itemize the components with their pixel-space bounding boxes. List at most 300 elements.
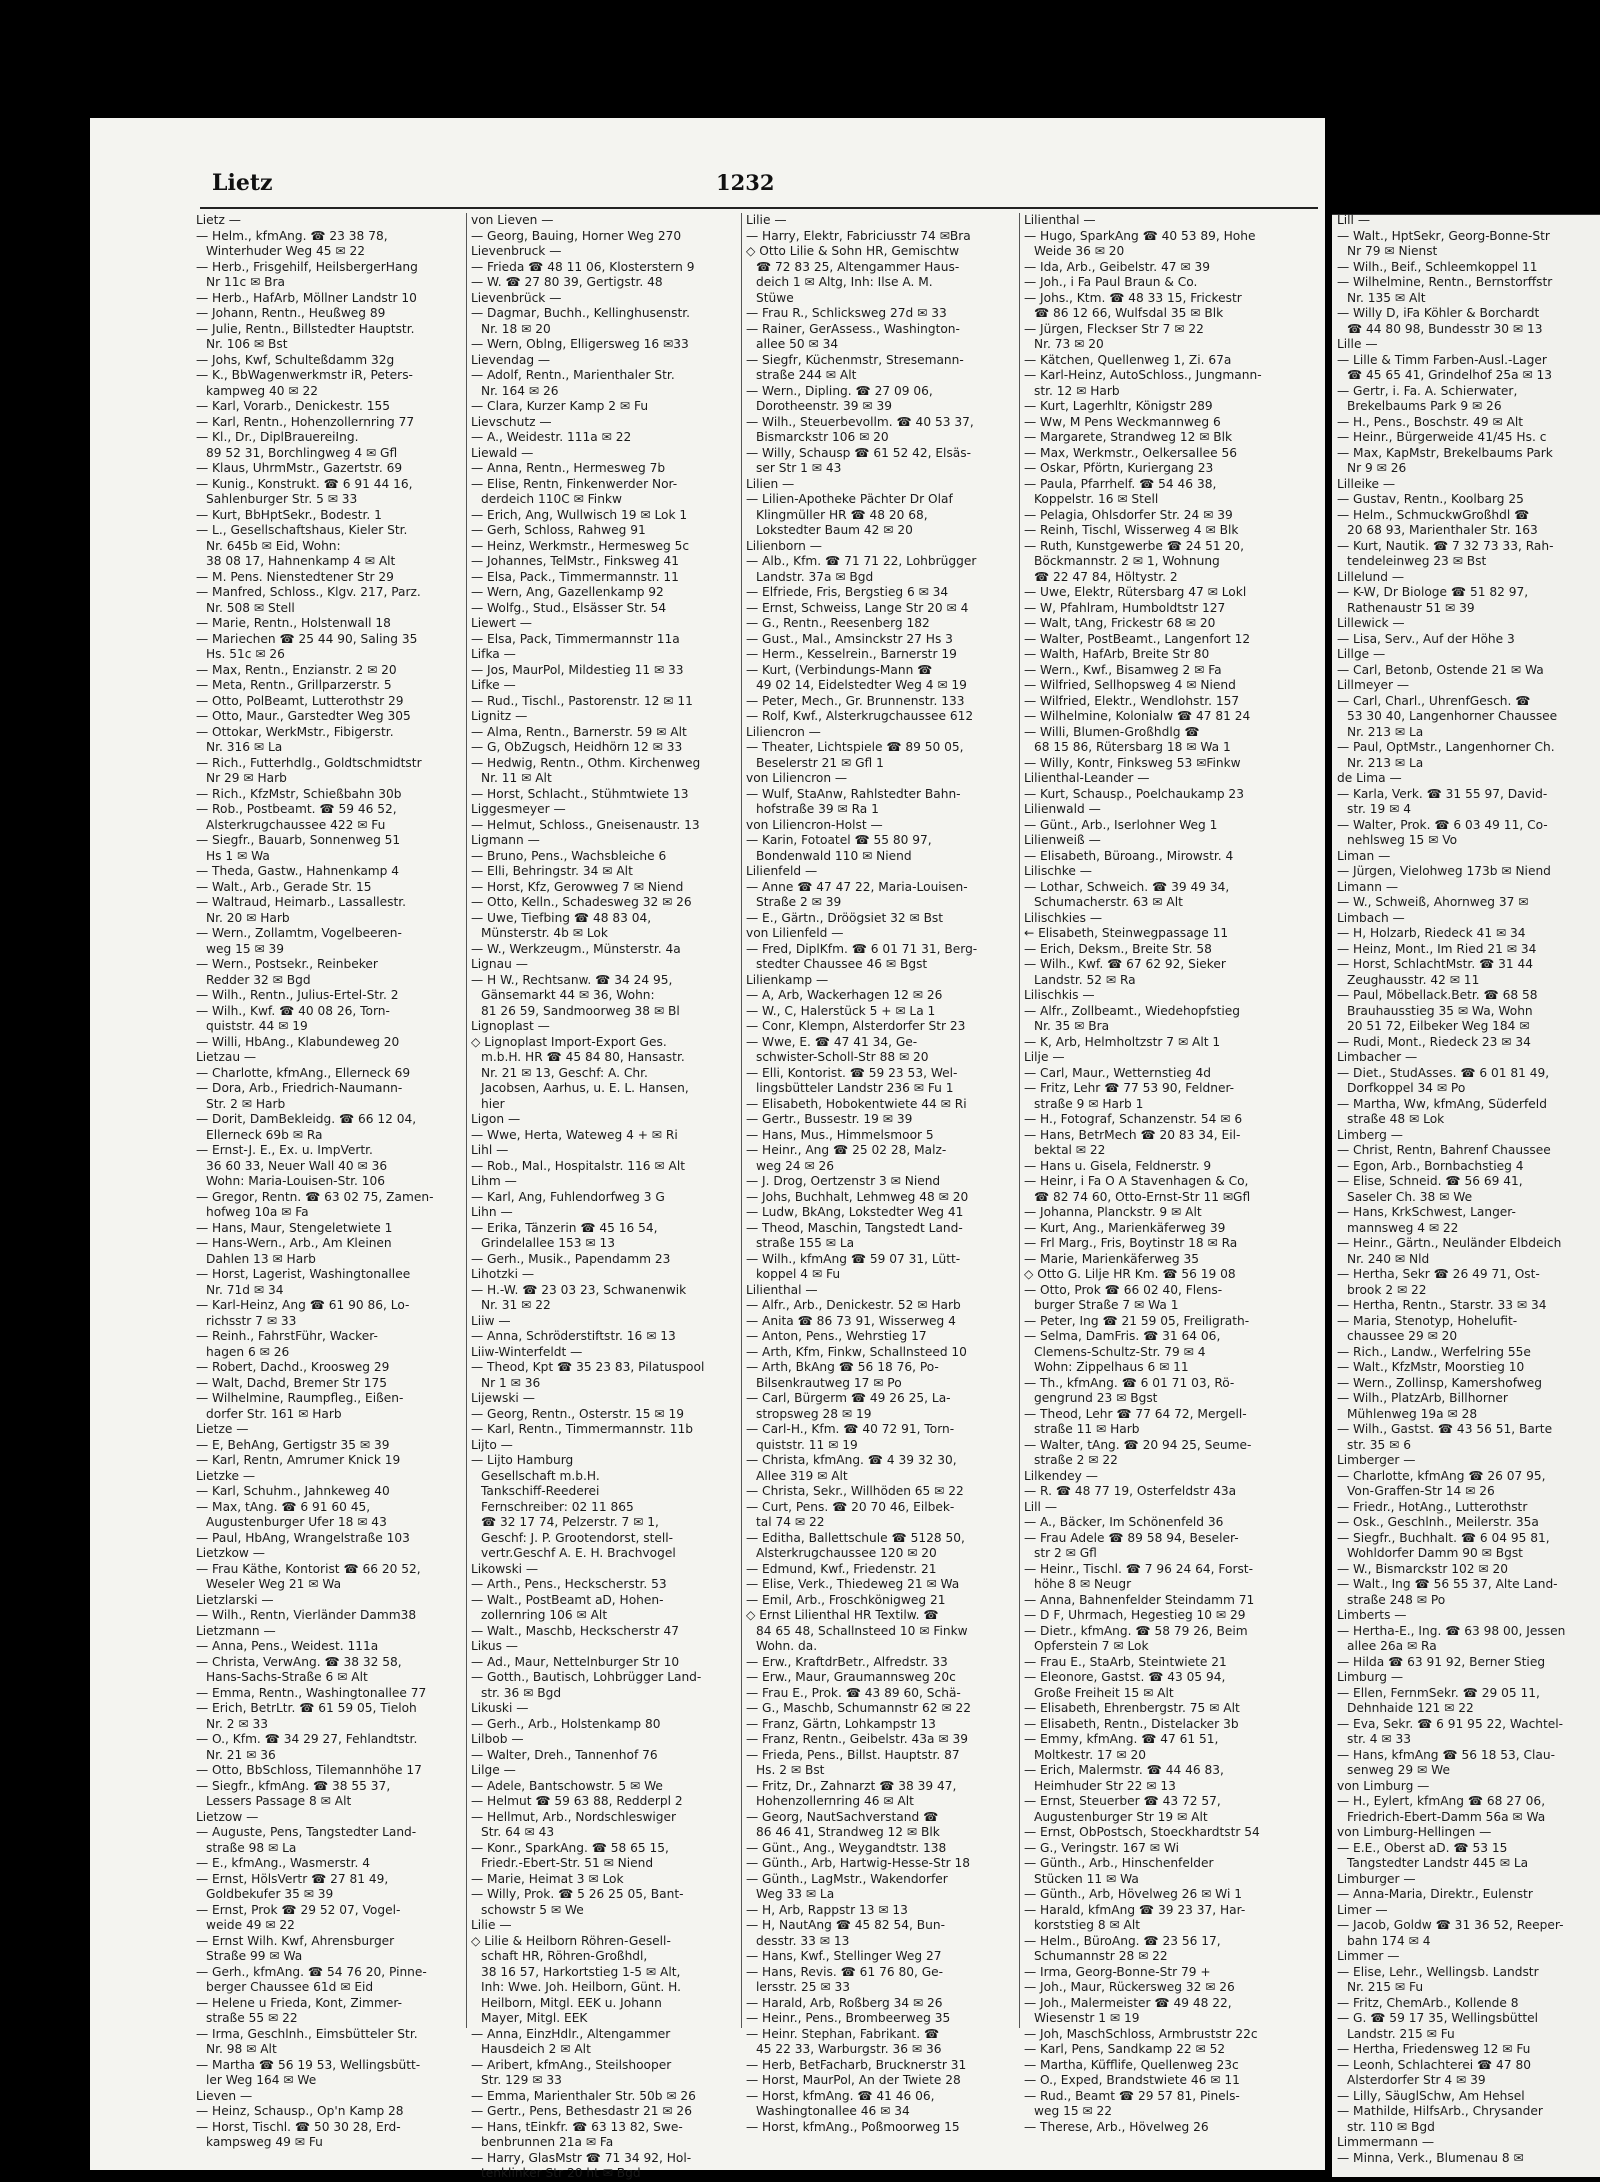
entry-continuation: Geschf: J. P. Grootendorst, stell- [481,1530,674,1545]
surname-heading: Limann — [1337,879,1399,894]
directory-entry: — E., Gärtn., Dröögsiet 32 ✉ Bst [746,910,944,925]
directory-entry: — Th., kfmAng. ☎ 6 01 71 03, Rö- [1024,1375,1235,1390]
directory-entry: — Lijto Hamburg [471,1453,574,1467]
directory-entry: — R. ☎ 48 77 19, Osterfeldstr 43a [1024,1484,1237,1498]
entry-continuation: Wohn: Maria-Louisen-Str. 106 [206,1174,385,1188]
directory-entry: — Elsa, Pack., Timmermannstr. 11 [471,569,679,584]
entry-continuation: tendeleinweg 23 ✉ Bst [1347,554,1487,568]
directory-entry: ← Elisabeth, Steinwegpassage 11 [1024,926,1229,940]
entry-continuation: Nr. 11 ✉ Alt [481,771,552,785]
directory-column-2 [471,213,743,2182]
directory-entry: — Walt., Ing ☎ 56 55 37, Alte Land- [1337,1577,1558,1591]
entry-continuation: Wiesenstr 1 ✉ 19 [1034,2011,1140,2025]
directory-entry: — Karla, Verk. ☎ 31 55 97, David- [1337,786,1548,801]
directory-entry: — Siegfr., Bauarb, Sonnenweg 51 [196,833,401,847]
directory-entry: — Mathilde, HilfsArb., Chrysander [1337,2104,1543,2118]
surname-heading: Lihm — [471,1174,517,1188]
surname-heading: Limberts — [1337,1608,1407,1622]
directory-entry: — Max, Werkmstr., Oelkersallee 56 [1024,445,1237,460]
directory-entry: — Wwe, E. ☎ 47 41 34, Ge- [746,1034,918,1049]
surname-heading: Lill — [1024,1499,1058,1514]
directory-entry: — Wilh., Gastst. ☎ 43 56 51, Barte [1337,1422,1553,1436]
directory-entry: — Paula, Pfarrhelf. ☎ 54 46 38, [1024,476,1217,491]
directory-entry: — Emmy, kfmAng. ☎ 47 61 51, [1024,1732,1219,1746]
surname-heading: Likowski — [471,1561,539,1576]
directory-entry: — Lothar, Schweich. ☎ 39 49 34, [1024,879,1230,894]
directory-entry: — Walt., PostBeamt aD, Hohen- [471,1592,664,1607]
surname-heading: Lilie — [746,213,787,227]
surname-heading: Lietzau — [196,1050,257,1064]
surname-heading: Liman — [1337,848,1391,863]
surname-heading: Lilge — [471,1763,516,1777]
entry-continuation: Hs 1 ✉ Wa [206,848,270,863]
directory-entry: — Siegfr., Buchhalt. ☎ 6 04 95 81, [1337,1530,1550,1545]
entry-continuation: kampsweg 49 ✉ Fu [206,2135,323,2149]
entry-continuation: Lokstedter Baum 42 ✉ 20 [756,523,913,537]
surname-heading: Limbacher — [1337,1050,1418,1064]
directory-entry: — Maria, Stenotyp, Hohelufit- [1337,1313,1518,1328]
directory-entry: — Pelagia, Ohlsdorfer Str. 24 ✉ 39 [1024,507,1233,522]
entry-continuation: korststieg 8 ✉ Alt [1034,1918,1141,1932]
entry-continuation: straße 248 ✉ Po [1347,1592,1446,1607]
directory-entry: — Anna, Pens., Weidest. 111a [196,1639,379,1653]
entry-continuation: Gänsemarkt 44 ✉ 36, Wohn: [481,988,655,1002]
directory-entry: — Willi, HbAng., Klabundeweg 20 [196,1034,400,1049]
directory-entry: — Walter, Dreh., Tannenhof 76 [471,1747,658,1762]
entry-continuation: Zeughausstr. 42 ✉ 11 [1347,972,1480,987]
directory-entry: — Theod, Kpt ☎ 35 23 83, Pilatuspool [471,1360,705,1374]
directory-entry: — H, Holzarb, Riedeck 41 ✉ 34 [1337,926,1526,940]
entry-continuation: schowstr 5 ✉ We [481,1902,584,1917]
directory-entry: — Wilh., Beif., Schleemkoppel 11 [1337,259,1538,274]
surname-heading: von Lilienfeld — [746,926,844,940]
entry-continuation: Nr. 215 ✉ Fu [1347,1980,1424,1994]
entry-continuation: tal 74 ✉ 22 [756,1515,825,1529]
entry-continuation: tenklinker Str 20 ht ✉ Bgd [481,2166,641,2180]
directory-entry: — Frieda ☎ 48 11 06, Klosterstern 9 [471,259,695,274]
directory-entry: — Herb., HafArb, Möllner Landstr 10 [196,290,417,305]
entry-continuation: ler Weg 164 ✉ We [206,2073,317,2087]
directory-entry: — Helmut ☎ 59 63 88, Redderpl 2 [471,1794,683,1808]
directory-entry: — Walt, Dachd, Bremer Str 175 [196,1375,387,1390]
directory-entry: — Franz, Rentn., Geibelstr. 43a ✉ 39 [746,1732,968,1746]
surname-heading: Lilien — [746,476,795,491]
entry-continuation: Wohldorfer Damm 90 ✉ Bgst [1347,1546,1523,1560]
surname-heading: Limer — [1337,1902,1388,1917]
surname-heading: Lillelund — [1337,569,1405,584]
directory-entry: — Elsa, Pack, Timmermannstr 11a [471,631,680,646]
directory-entry: — Wern., Postsekr., Reinbeker [196,957,378,971]
directory-entry: — Hilda ☎ 63 91 92, Berner Stieg [1337,1654,1546,1669]
directory-entry: — Gotth., Bautisch, Lohbrügger Land- [471,1670,702,1684]
directory-entry: — Erw., KraftdrBetr., Alfredstr. 33 [746,1654,948,1669]
directory-entry: — W., Schweiß, Ahornweg 37 ✉ [1337,895,1529,909]
directory-entry: — Heinr. Stephan, Fabrikant. ☎ [746,2026,940,2041]
entry-continuation: Redder 32 ✉ Bgd [206,972,311,987]
entry-continuation: ser Str 1 ✉ 43 [756,461,842,475]
entry-continuation: ☎ 72 83 25, Altengammer Haus- [756,259,960,274]
entry-continuation: dorfer Str. 161 ✉ Harb [206,1406,342,1421]
entry-continuation: Friedr.-Ebert-Str. 51 ✉ Niend [481,1856,654,1870]
directory-entry: — Günth., LagMstr., Wakendorfer [746,1871,948,1886]
directory-entry: — W, Pfahlram, Humboldtstr 127 [1024,600,1226,615]
surname-heading: von Limburg — [1337,1778,1430,1793]
directory-entry: — G, ObZugsch, Heidhörn 12 ✉ 33 [471,740,683,754]
entry-continuation: Tankschiff-Reederei [481,1484,600,1498]
directory-entry: — Kunig., Konstrukt. ☎ 6 91 44 16, [196,476,413,491]
entry-continuation: Böckmannstr. 2 ✉ 1, Wohnung [1034,554,1220,568]
directory-entry: — K-W, Dr Biologe ☎ 51 82 97, [1337,585,1529,599]
directory-entry: — Hugo, SparkAng ☎ 40 53 89, Hohe [1024,228,1256,243]
directory-entry: — Arth, BkAng ☎ 56 18 76, Po- [746,1360,939,1374]
directory-entry: — K., BbWagenwerkmstr iR, Peters- [196,368,413,382]
entry-continuation: 45 22 33, Warburgstr. 36 ✉ 36 [756,2042,942,2056]
directory-entry: — Günt., Ang., Weygandtstr. 138 [746,1840,947,1855]
directory-entry: — Rud., Beamt ☎ 29 57 81, Pinels- [1024,2088,1240,2103]
surname-heading: Limmermann — [1337,2135,1435,2149]
directory-entry: — Ludw, BkAng, Lokstedter Weg 41 [746,1205,964,1219]
entry-continuation: Allee 319 ✉ Alt [756,1468,848,1483]
entry-continuation: Jacobsen, Aarhus, u. E. L. Hansen, [481,1081,689,1095]
directory-entry: — Frau R., Schlicksweg 27d ✉ 33 [746,306,947,320]
directory-entry: — H, Arb, Rappstr 13 ✉ 13 [746,1902,908,1917]
directory-entry: — H W., Rechtsanw. ☎ 34 24 95, [471,972,673,987]
directory-entry: — Christ, Rentn, Bahrenf Chaussee [1337,1143,1551,1157]
directory-entry: — Rich., KfzMstr, Schießbahn 30b [196,786,402,801]
directory-entry: — Heinr., Tischl. ☎ 7 96 24 64, Forst- [1024,1561,1253,1576]
entry-continuation: senweg 29 ✉ We [1347,1763,1450,1777]
directory-entry: — Carl, Charl., UhrenfGesch. ☎ [1337,693,1531,708]
directory-entry: — Kurt, Ang., Marienkäferweg 39 [1024,1220,1226,1235]
directory-entry: — Rich., Futterhdlg., Goldtschmidtstr [196,755,422,770]
entry-continuation: allee 26a ✉ Ra [1347,1639,1437,1653]
directory-entry: — Alfr., Arb., Denickestr. 52 ✉ Harb [746,1298,961,1312]
entry-continuation: str. 12 ✉ Harb [1034,383,1120,398]
directory-entry: — Helmut, Schloss., Gneisenaustr. 13 [471,817,700,832]
directory-entry: — Fritz, Lehr ☎ 77 53 90, Feldner- [1024,1081,1235,1095]
directory-entry: ◇ Ernst Lilienthal HR Textilw. ☎ [746,1608,939,1622]
directory-entry: — O., Kfm. ☎ 34 29 27, Fehlandtstr. [196,1732,418,1746]
surname-heading: Lillge — [1337,647,1386,661]
directory-entry: — Osk., Geschlnh., Meilerstr. 35a [1337,1515,1539,1529]
entry-continuation: Straße 2 ✉ 39 [756,895,842,909]
entry-continuation: Weg 33 ✉ La [756,1887,835,1901]
entry-continuation: vertr.Geschf A. E. H. Brachvogel [481,1546,676,1560]
entry-continuation: 49 02 14, Eidelstedter Weg 4 ✉ 19 [756,678,967,692]
surname-heading: Lignoplast — [471,1019,550,1033]
directory-entry: — Marie, Heimat 3 ✉ Lok [471,1871,624,1886]
directory-entry: — Erich, BetrLtr. ☎ 61 59 05, Tieloh [196,1701,417,1715]
directory-entry: — Gertr, i. Fa. A. Schierwater, [1337,383,1518,398]
surname-heading: Limberger — [1337,1453,1416,1467]
directory-entry: — Oskar, Pförtn, Kuriergang 23 [1024,461,1214,475]
directory-entry: — Emma, Marienthaler Str. 50b ✉ 26 [471,2088,696,2103]
directory-entry: — Ellen, FernmSekr. ☎ 29 05 11, [1337,1685,1540,1700]
directory-entry: — W. ☎ 27 80 39, Gertigstr. 48 [471,275,663,289]
directory-entry: — Frau Käthe, Kontorist ☎ 66 20 52, [196,1561,421,1576]
directory-entry: — Anna, Schröderstiftstr. 16 ✉ 13 [471,1329,676,1343]
directory-entry: — A., Bäcker, Im Schönenfeld 36 [1024,1515,1224,1529]
directory-entry: — J. Drog, Oertzenstr 3 ✉ Niend [746,1174,941,1188]
entry-continuation: Nr. 73 ✉ 20 [1034,337,1104,351]
directory-entry: — Frau E., StaArb, Steintwiete 21 [1024,1654,1227,1669]
directory-entry: — Franz, Gärtn, Lohkampstr 13 [746,1716,936,1731]
directory-entry: — Eva, Sekr. ☎ 6 91 95 22, Wachtel- [1337,1716,1564,1731]
entry-continuation: Münsterstr. 4b ✉ Lok [481,926,608,940]
surname-heading: von Liliencron-Holst — [746,817,883,832]
directory-entry: — Joh., i Fa Paul Braun & Co. [1024,275,1198,289]
entry-continuation: Heimhuder Str 22 ✉ 13 [1034,1778,1176,1793]
directory-entry: — Elli, Behringstr. 34 ✉ Alt [471,864,633,878]
directory-column-1 [196,213,468,2151]
entry-continuation: lersstr. 25 ✉ 33 [756,1980,850,1994]
directory-entry: — Theod, Maschin, Tangstedt Land- [746,1220,963,1235]
directory-entry: — Lille & Timm Farben-Ausl.-Lager [1337,352,1547,367]
directory-entry: — Wern., Zollamtm, Vogelbeeren- [196,926,402,940]
entry-continuation: Nr 11c ✉ Bra [206,275,286,289]
surname-heading: Lievenbrück — [471,290,562,305]
entry-continuation: quiststr. 44 ✉ 19 [206,1019,308,1033]
surname-heading: Lilleike — [1337,476,1396,491]
directory-entry: — Harry, GlasMstr ☎ 71 34 92, Hol- [471,2150,692,2165]
surname-heading: Lievschutz — [471,414,552,429]
entry-continuation: Sahlenburger Str. 5 ✉ 33 [206,492,358,506]
surname-heading: Lilienthal-Leander — [1024,771,1150,785]
entry-continuation: Lessers Passage 8 ✉ Alt [206,1794,352,1808]
directory-entry: — Willy, Prok. ☎ 5 26 25 05, Bant- [471,1887,684,1901]
entry-continuation: lingsbütteler Landstr 236 ✉ Fu 1 [756,1081,954,1095]
entry-continuation: straße 55 ✉ 22 [206,2011,298,2025]
directory-entry: — Clara, Kurzer Kamp 2 ✉ Fu [471,399,649,413]
next-page-column-1 [1337,213,1600,2166]
directory-entry: — Wern., Dipling. ☎ 27 09 06, [746,383,933,398]
directory-entry: — Margarete, Strandweg 12 ✉ Blk [1024,430,1233,444]
directory-entry: — Ernst, Prok ☎ 29 52 07, Vogel- [196,1902,401,1917]
directory-entry: — Kurt, Schausp., Poelchaukamp 23 [1024,786,1244,801]
entry-continuation: str. 110 ✉ Bgd [1347,2119,1435,2134]
directory-entry: — Minna, Verk., Blumenau 8 ✉ [1337,2150,1524,2165]
directory-entry: — Gustav, Rentn., Koolbarg 25 [1337,492,1524,506]
directory-entry: — Frau E., Prok. ☎ 43 89 60, Schä- [746,1685,961,1700]
directory-entry: — Gertr., Pens, Bethesdastr 21 ✉ 26 [471,2104,692,2118]
entry-continuation: Nr. 71d ✉ 34 [206,1282,284,1297]
directory-entry: — Wilh., Steuerbevollm. ☎ 40 53 37, [746,414,974,429]
directory-entry: — Erich, Malermstr. ☎ 44 46 83, [1024,1763,1224,1777]
directory-entry: — Günth., Arb, Hövelweg 26 ✉ Wi 1 [1024,1887,1242,1901]
entry-continuation: Dorfkoppel 34 ✉ Po [1347,1081,1466,1095]
directory-entry: — Walter, PostBeamt., Langenfort 12 [1024,631,1251,646]
entry-continuation: Moltkestr. 17 ✉ 20 [1034,1747,1147,1762]
entry-continuation: ☎ 22 47 84, Höltystr. 2 [1034,569,1178,584]
directory-entry: — Siegfr., kfmAng. ☎ 38 55 37, [196,1778,391,1793]
directory-entry: — Uwe, Elektr, Rütersbarg 47 ✉ Lokl [1024,585,1247,599]
directory-entry: — Anita ☎ 86 73 91, Wisserweg 4 [746,1313,956,1328]
entry-continuation: nehlsweg 15 ✉ Vo [1347,833,1458,847]
directory-entry: ◇ Otto Lilie & Sohn HR, Gemischtw [746,244,960,258]
directory-entry: — Willi, Blumen-Großhdlg ☎ [1024,724,1200,739]
directory-entry: — Anna-Maria, Direktr., Eulenstr [1337,1887,1533,1901]
directory-entry: — Johanna, Planckstr. 9 ✉ Alt [1024,1205,1202,1219]
surname-heading: Lilkendey — [1024,1468,1098,1483]
surname-heading: Lilienthal — [1024,213,1096,227]
directory-entry: — Hellmut, Arb., Nordschleswiger [471,1809,677,1824]
entry-continuation: weide 49 ✉ 22 [206,1918,295,1932]
directory-entry: — Ernst, Steuerber ☎ 43 72 57, [1024,1794,1221,1808]
surname-heading: Limberg — [1337,1127,1403,1142]
surname-heading: Lill — [1337,213,1371,227]
directory-entry: — Karl, Rentn., Timmermannstr. 11b [471,1422,694,1436]
directory-entry: — Dietr., kfmAng. ☎ 58 79 26, Beim [1024,1623,1248,1638]
directory-entry: — Heinr, i Fa O A Stavenhagen & Co, [1024,1174,1249,1188]
surname-heading: Lilischkis — [1024,988,1095,1002]
surname-heading: Lijewski — [471,1391,535,1405]
directory-entry: — Auguste, Pens, Tangstedter Land- [196,1825,417,1839]
entry-continuation: mannsweg 4 ✉ 22 [1347,1220,1459,1235]
entry-continuation: burger Straße 7 ✉ Wa 1 [1034,1298,1179,1312]
entry-continuation: 89 52 31, Borchlingweg 4 ✉ Gfl [206,445,398,460]
directory-entry: — Heinz, Schausp., Op'n Kamp 28 [196,2104,404,2118]
directory-entry: — Lilien-Apotheke Pächter Dr Olaf [746,492,953,506]
directory-entry: — Karl, Schuhm., Jahnkeweg 40 [196,1484,390,1498]
directory-entry: — Gerh, Schloss, Rahweg 91 [471,523,646,537]
directory-entry: — Gerh., kfmAng. ☎ 54 76 20, Pinne- [196,1964,427,1979]
directory-entry: — Horst, kfmAng., Poßmoorweg 15 [746,2119,960,2134]
column-divider [741,213,742,2028]
entry-continuation: koppel 4 ✉ Fu [756,1267,841,1281]
directory-entry: — Erich, Deksm., Breite Str. 58 [1024,941,1212,956]
directory-entry: — Gerh., Musik., Papendamm 23 [471,1251,671,1266]
directory-entry: — Ernst, HölsVertr ☎ 27 81 49, [196,1871,389,1886]
directory-entry: — Dorit, DamBekleidg. ☎ 66 12 04, [196,1112,417,1126]
surname-heading: Lilienweiß — [1024,833,1101,847]
entry-continuation: Brauhausstieg 35 ✉ Wa, Wohn [1347,1003,1533,1018]
directory-entry: — Lisa, Serv., Auf der Höhe 3 [1337,631,1515,646]
directory-entry: — Walt., Arb., Gerade Str. 15 [196,879,372,894]
surname-heading: Limburger — [1337,1871,1416,1886]
entry-continuation: Dahlen 13 ✉ Harb [206,1251,316,1266]
directory-entry: — Kurt, BbHptSekr., Bodestr. 1 [196,507,382,522]
entry-continuation: Nr. 316 ✉ La [206,740,283,754]
entry-continuation: Washingtonallee 46 ✉ 34 [756,2104,910,2118]
directory-entry: — A, Arb, Wackerhagen 12 ✉ 26 [746,988,943,1002]
directory-entry: — Jürgen, Vielohweg 173b ✉ Niend [1337,864,1551,878]
surname-heading: Lillewick — [1337,616,1405,630]
directory-entry: — Günt., Arb., Iserlohner Weg 1 [1024,817,1218,832]
directory-entry: — Wern, Oblng, Elligersweg 16 ✉33 [471,337,689,351]
directory-entry: — Heinr., Gärtn., Neuländer Elbdeich [1337,1236,1562,1250]
entry-continuation: Stücken 11 ✉ Wa [1034,1871,1139,1886]
entry-continuation: Bilsenkrautweg 17 ✉ Po [756,1375,902,1390]
surname-heading: Lietz — [196,213,241,227]
entry-continuation: stedter Chaussee 46 ✉ Bgst [756,957,928,971]
entry-continuation: Goldbekufer 35 ✉ 39 [206,1887,334,1901]
directory-entry: — Gertr., Bussestr. 19 ✉ 39 [746,1112,913,1126]
entry-continuation: Nr. 135 ✉ Alt [1347,290,1426,305]
directory-entry: — Alfr., Zollbeamt., Wiedehopfstieg [1024,1003,1240,1018]
directory-entry: — Siegfr, Küchenmstr, Stresemann- [746,352,964,367]
entry-continuation: Tangstedter Landstr 445 ✉ La [1347,1856,1529,1870]
entry-continuation: weg 15 ✉ 39 [206,941,285,956]
surname-heading: Lietzkow — [196,1546,265,1560]
directory-entry: — Wern., Kwf., Bisamweg 2 ✉ Fa [1024,662,1222,677]
entry-continuation: Landstr. 215 ✉ Fu [1347,2026,1455,2041]
surname-heading: Lievenbruck — [471,244,562,258]
entry-continuation: str 2 ✉ Gfl [1034,1546,1097,1560]
entry-continuation: Wohn. da. [756,1639,818,1653]
directory-entry: — Anton, Pens., Wehrstieg 17 [746,1329,927,1343]
entry-continuation: Stüwe [756,290,794,305]
directory-entry: — Horst, kfmAng. ☎ 41 46 06, [746,2088,935,2103]
directory-entry: — Wilh., Kwf. ☎ 40 08 26, Torn- [196,1003,390,1018]
surname-heading: Lilischke — [1024,864,1092,878]
entry-continuation: Landstr. 52 ✉ Ra [1034,972,1136,987]
directory-entry: — Karl-Heinz, AutoSchloss., Jungmann- [1024,368,1262,382]
surname-heading: Lilienkamp — [746,972,829,987]
surname-heading: Lihotzki — [471,1267,535,1281]
surname-heading: Likus — [471,1639,518,1653]
directory-entry: — Wilh., Kwf. ☎ 67 62 92, Sieker [1024,957,1226,971]
surname-heading: Liiw-Winterfeldt — [471,1344,583,1359]
directory-entry: — Elisabeth, Hobokentwiete 44 ✉ Ri [746,1096,967,1111]
entry-continuation: Nr. 240 ✉ Nld [1347,1251,1430,1266]
directory-entry: — Martha ☎ 56 19 53, Wellingsbütt- [196,2057,421,2072]
entry-continuation: Dorotheenstr. 39 ✉ 39 [756,399,893,413]
header-rule [200,207,1318,209]
entry-continuation: kampweg 40 ✉ 22 [206,383,318,398]
surname-heading: Lihl — [471,1143,509,1157]
directory-entry: — Ottokar, WerkMstr., Fibigerstr. [196,724,394,739]
directory-entry: — Frieda, Pens., Billst. Hauptstr. 87 [746,1747,960,1762]
directory-entry: — Hans, BetrMech ☎ 20 83 34, Eil- [1024,1127,1241,1142]
entry-continuation: bahn 174 ✉ 4 [1347,1933,1431,1948]
entry-continuation: Alsterkrugchaussee 422 ✉ Fu [206,817,386,832]
directory-entry: ◇ Lilie & Heilborn Röhren-Gesell- [471,1933,671,1948]
directory-entry: — Martha, Küfflife, Quellenweg 23c [1024,2057,1239,2072]
directory-entry: — Peter, Mech., Gr. Brunnenstr. 133 [746,693,965,708]
directory-entry: — Elise, Schneid. ☎ 56 69 41, [1337,1174,1523,1188]
directory-entry: — E., kfmAng., Wasmerstr. 4 [196,1856,371,1870]
entry-continuation: m.b.H. HR ☎ 45 84 80, Hansastr. [481,1050,685,1064]
directory-entry: — Otto, Prok ☎ 66 02 40, Flens- [1024,1282,1223,1297]
entry-continuation: Augustenburger Ufer 18 ✉ 43 [206,1515,387,1529]
entry-continuation: straße 9 ✉ Harb 1 [1034,1096,1144,1111]
directory-entry: — Willy, Schausp ☎ 61 52 42, Elsäs- [746,445,972,460]
directory-entry: — Adele, Bantschowstr. 5 ✉ We [471,1778,663,1793]
directory-entry: — Rich., Landw., Werfelring 55e [1337,1344,1531,1359]
entry-continuation: berger Chaussee 61d ✉ Eid [206,1980,374,1994]
directory-entry: — Elisabeth, Ehrenbergstr. 75 ✉ Alt [1024,1701,1240,1715]
entry-continuation: Str. 129 ✉ 33 [481,2073,562,2087]
directory-entry: — Otto, Maur., Garstedter Weg 305 [196,709,411,723]
entry-continuation: 20 68 93, Marienthaler Str. 163 [1347,523,1538,537]
directory-entry: — Johs, Buchhalt, Lehmweg 48 ✉ 20 [746,1189,969,1204]
entry-continuation: Landstr. 37a ✉ Bgd [756,569,874,584]
directory-entry: — Hedwig, Rentn., Othm. Kirchenweg [471,755,701,770]
surname-heading: Liliencron — [746,724,821,739]
directory-entry: — Wilhelmine, Rentn., Bernstorffstr [1337,275,1553,289]
directory-entry: — Erw., Maur, Graumannsweg 20c [746,1670,956,1684]
directory-entry: — Uwe, Tiefbing ☎ 48 83 04, [471,910,652,925]
surname-heading: Lille — [1337,337,1378,351]
entry-continuation: Nr. 21 ✉ 36 [206,1747,276,1762]
directory-entry: — Georg, Bauing, Horner Weg 270 [471,228,682,243]
directory-entry: — Elli, Kontorist. ☎ 59 23 53, Wel- [746,1065,958,1080]
directory-entry: — Joh, MaschSchloss, Armbruststr 22c [1024,2026,1258,2041]
entry-continuation: Hans-Sachs-Straße 6 ✉ Alt [206,1670,368,1684]
surname-heading: Lilienborn — [746,538,822,553]
directory-entry: — Horst, Tischl. ☎ 50 30 28, Erd- [196,2119,401,2134]
directory-entry: — Wilhelmine, Raumpfleg., Eißen- [196,1391,404,1405]
